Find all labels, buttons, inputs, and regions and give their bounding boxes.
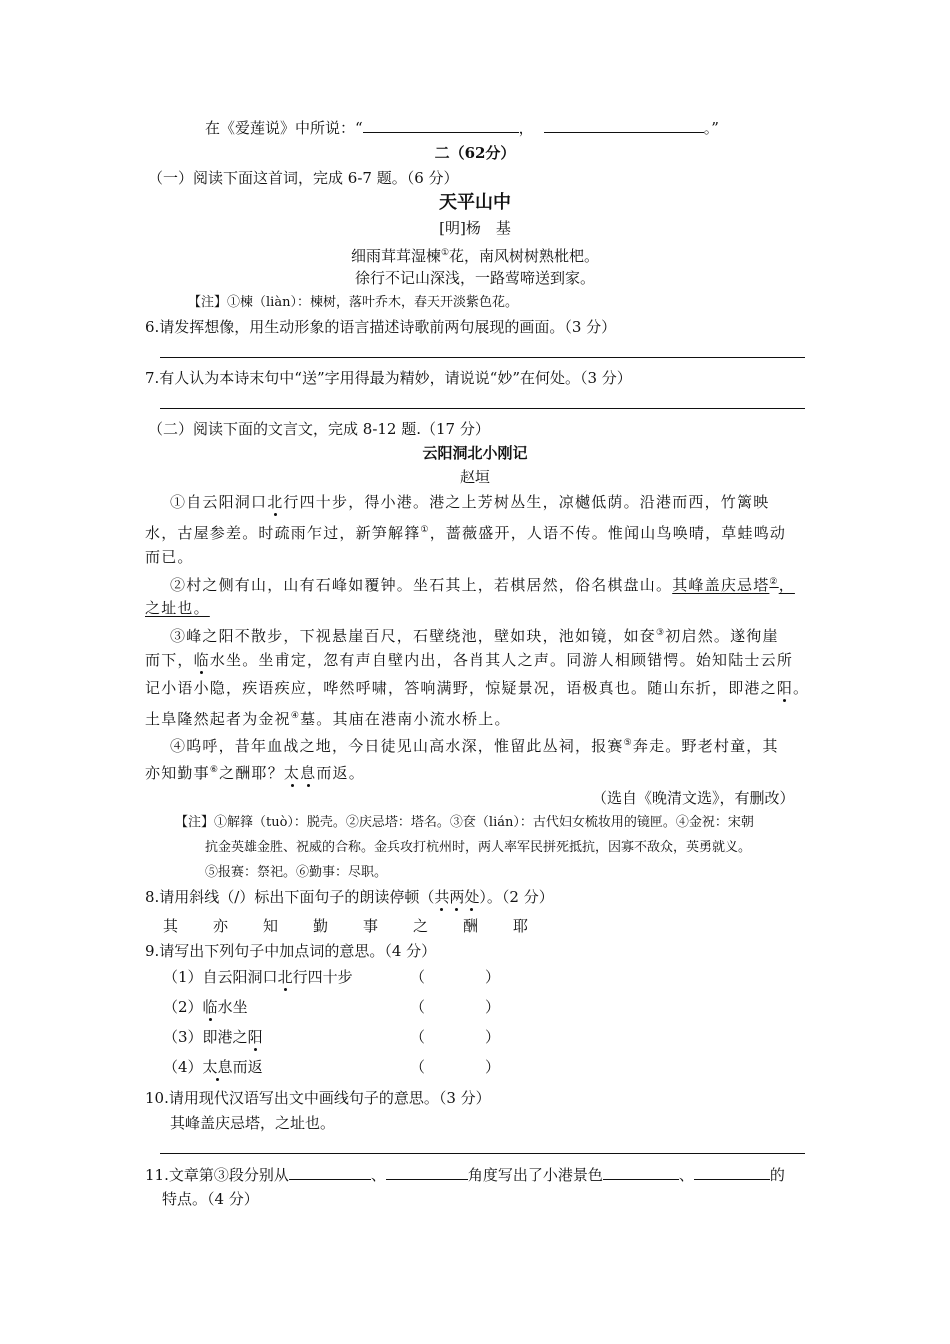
aileishuo-fill-line: 在《爱莲说》中所说：“ ， 。” [205, 116, 719, 139]
para2-line2: 之址也。 [145, 599, 210, 617]
para3-line3: 记小语小隐，疾语疾应，哗然呼啸，答响满野，惊疑景况，语极真也。随山东折，即港之阳。 [145, 679, 810, 697]
q9-answer-1[interactable]: （ ） [410, 968, 501, 986]
q9-answer-2[interactable]: （ ） [410, 998, 501, 1016]
answer-line-q6[interactable] [160, 357, 805, 358]
question-9: 9.请写出下列句子中加点词的意思。（4 分） [145, 942, 437, 960]
para3-line1: ③峰之阳不散步，下视悬崖百尺，石壁绕池，壁如玦，池如镜，如奁③初启然。遂徇崖 [170, 627, 779, 645]
passage-note-1: 【注】①解箨（tuò）：脱壳。②庆忌塔：塔名。③奁（lián）：古代妇女梳妆用的镜匣。④金祝：宋朝 [175, 815, 754, 830]
q9-answer-4[interactable]: （ ） [410, 1058, 501, 1076]
q11-blank-1[interactable] [289, 1163, 371, 1180]
q9-item-3: （3）即港之阳 [163, 1028, 263, 1046]
para1-line2: 水，古屋参差。时疏雨乍过，新笋解箨①，蔷薇盛开，人语不传。惟闻山鸟唤晴，草蛙鸣动 [145, 524, 787, 542]
question-7: 7.有人认为本诗末句中“送”字用得最为精妙，请说说“妙”在何处。（3 分） [145, 369, 632, 387]
q8-sentence[interactable]: 其 亦 知 勤 事 之 酬 耶 [163, 917, 529, 935]
para1-line3: 而已。 [145, 548, 194, 566]
para3-line2: 而下，临水坐。坐甫定，忽有声自壁内出，各肖其人之声。同游人相顾错愕。始知陆士云所 [145, 651, 794, 669]
para1-line1: ①自云阳洞口北行四十步，得小港。港之上芳树丛生，凉樾低荫。沿港而西，竹篱映 [170, 493, 770, 511]
q9-answer-3[interactable]: （ ） [410, 1028, 501, 1046]
question-10: 10.请用现代汉语写出文中画线句子的意思。（3 分） [145, 1089, 491, 1107]
q10-sentence: 其峰盖庆忌塔，之址也。 [170, 1114, 336, 1132]
question-11: 11.文章第③段分别从 、 角度写出了小港景色 、 的 [145, 1163, 785, 1186]
section-title: 二（62分） [434, 144, 516, 162]
q11-blank-3[interactable] [603, 1163, 679, 1180]
poem-title: 天平山中 [439, 192, 511, 213]
poem-line-1: 细雨茸茸湿楝①花，南风树树熟枇杷。 [350, 247, 600, 265]
passage-author: 赵垣 [459, 468, 490, 486]
q11-blank-4[interactable] [694, 1163, 770, 1180]
q9-item-2: （2）临水坐 [163, 998, 248, 1016]
para4-line2: 亦知勤事⑥之酬耶？太息而返。 [145, 764, 365, 782]
part2-intro: （二）阅读下面的文言文，完成 8-12 题.（17 分） [148, 420, 490, 438]
part1-intro: （一）阅读下面这首词，完成 6-7 题。（6 分） [148, 169, 459, 187]
q11-blank-2[interactable] [386, 1163, 468, 1180]
question-8: 8.请用斜线（/）标出下面句子的朗读停顿（共两处）。（2 分） [145, 888, 554, 906]
passage-note-2: 抗金英雄金胜、祝威的合称。金兵攻打杭州时，两人率军民拼死抵抗，因寡不敌众，英勇就义。 [205, 840, 752, 855]
q9-item-4: （4）太息而返 [163, 1058, 263, 1076]
passage-note-3: ⑤报赛：祭祀。⑥勤事：尽职。 [205, 865, 388, 880]
answer-line-q10[interactable] [160, 1153, 805, 1154]
poem-author: [明]杨 基 [439, 219, 511, 237]
question-6: 6.请发挥想像，用生动形象的语言描述诗歌前两句展现的画面。（3 分） [145, 318, 617, 336]
question-11-line2: 特点。（4 分） [162, 1190, 259, 1208]
answer-blank-1[interactable] [363, 116, 519, 133]
passage-title: 云阳洞北小刚记 [422, 444, 528, 462]
answer-line-q7[interactable] [160, 408, 805, 409]
q9-item-1: （1）自云阳洞口北行四十步 [163, 968, 353, 986]
answer-blank-2[interactable] [544, 116, 704, 133]
para3-line4: 土阜隆然起者为金祝④墓。其庙在港南小流水桥上。 [145, 710, 511, 728]
passage-source: （选自《晚清文选》，有删改） [592, 789, 795, 807]
para4-line1: ④呜呼，昔年血战之地，今日徒见山高水深，惟留此丛祠，报赛⑤奔走。野老村童，其 [170, 737, 779, 755]
poem-line-2: 徐行不记山深浅，一路莺啼送到家。 [354, 269, 595, 287]
poem-note: 【注】①楝（liàn）：楝树，落叶乔木，春天开淡紫色花。 [188, 295, 518, 310]
para2-line1: ②村之侧有山，山有石峰如覆钟。坐石其上，若棋居然，俗名棋盘山。其峰盖庆忌塔②， [170, 576, 795, 594]
